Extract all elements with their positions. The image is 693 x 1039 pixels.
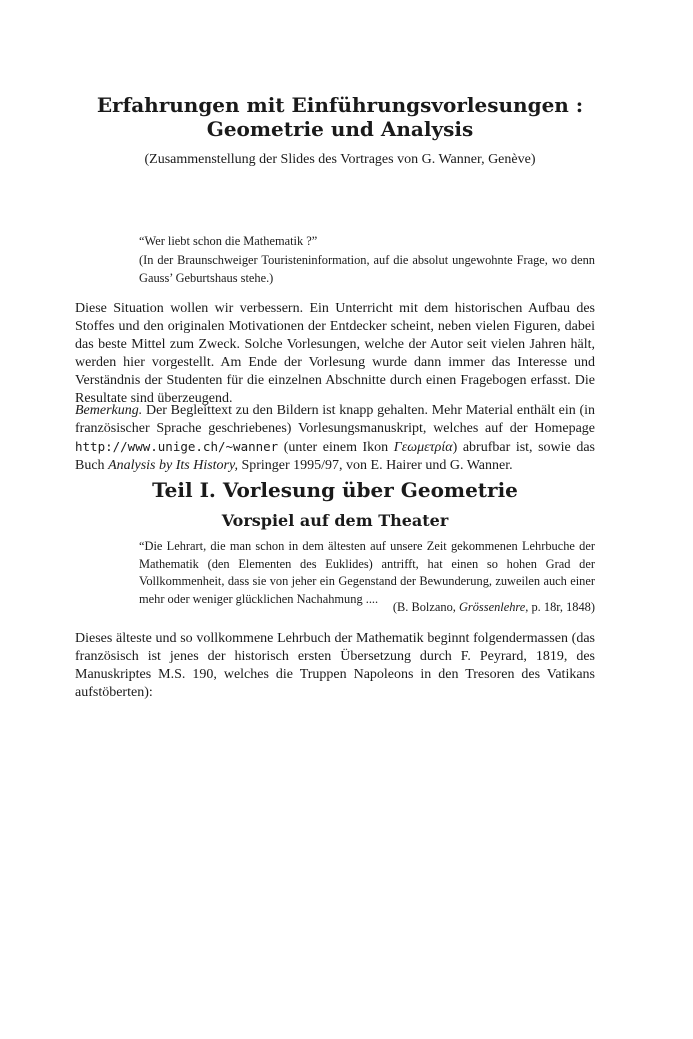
attribution-author: (B. Bolzano, bbox=[392, 600, 459, 614]
remark-paragraph bbox=[75, 402, 595, 475]
document-title-line1: Erfahrungen mit Einführungsvorlesungen : bbox=[96, 93, 584, 117]
intro-paragraph: Diese Situation wollen wir verbessern. Ein Unterricht mit dem historischen Aufbau des Stoffes und den originalen Motivationen der Entdecker scheint, neben vielen Figuren, dabei das beste Mittel zum Zweck. Solche Vorlesungen, welche der Autor seit vielen Jahren hält, werden hier vorgestellt. Am Ende der Vorlesung wurde dann immer das Interesse und Verständnis der Studenten für die einzelnen Abschnitte durch einen Fragebogen erfasst. Die Resultate sind überzeugend. bbox=[75, 301, 595, 406]
epigraph-quote: “Wer liebt schon die Mathematik ?” bbox=[139, 234, 318, 248]
attribution-work: Grössenlehre bbox=[458, 600, 526, 614]
epigraph-note: (In der Braunschweiger Touristeninformation, auf die absolut ungewohnte Frage, wo denn Gauss’ Geburtshaus stehe.) bbox=[139, 253, 595, 285]
remark-text-3: ) abrufbar ist, sowie das Buch bbox=[75, 439, 595, 473]
remark-text-2: (unter einem Ikon bbox=[278, 439, 394, 455]
section-title: Teil I. Vorlesung über Geometrie bbox=[152, 478, 518, 502]
remark-label: Bemerkung. bbox=[75, 403, 143, 418]
document-subtitle: (Zusammenstellung der Slides des Vortrages von G. Wanner, Genève) bbox=[144, 152, 536, 167]
quote-attribution bbox=[139, 600, 595, 615]
remark-text-4: Springer 1995/97, von E. Hairer und G. Wanner. bbox=[237, 457, 513, 473]
document-title-line2: Geometrie und Analysis bbox=[206, 117, 474, 141]
icon-name: Γεωμετρία bbox=[393, 439, 453, 455]
remark-text-1: Der Begleittext zu den Bildern ist knapp gehalten. Mehr Material enthält ein (in französischer Sprache geschriebenes) Vorlesungsmanuskript, welches auf der Homepage bbox=[75, 403, 595, 436]
book-title: Analysis by Its History, bbox=[108, 457, 238, 473]
euclid-paragraph: Dieses älteste und so vollkommene Lehrbuch der Mathematik beginnt folgendermassen (das französisch ist jenes der historisch ersten Übersetzung durch F. Peyrard, 1819, des Manuskriptes M.S. 190, welches die Truppen Napoleons in den Tresoren des Vatikans aufstöberten): bbox=[75, 631, 595, 700]
section-subtitle: Vorspiel auf dem Theater bbox=[221, 511, 449, 530]
bolzano-quote: “Die Lehrart, die man schon in dem ältesten auf unsere Zeit gekommenen Lehrbuche der Mathematik (den Elementen des Euklides) antrifft, hat einen so hohen Grad der Vollkommenheit, dass sie von jeher ein Gegenstand der Bewunderung, zuweilen auch einer mehr oder weniger glücklichen Nachahmung .... bbox=[139, 539, 595, 606]
attribution-rest: , p. 18r, 1848) bbox=[525, 600, 595, 614]
homepage-url: http://www.unige.ch/~wanner bbox=[75, 438, 279, 454]
